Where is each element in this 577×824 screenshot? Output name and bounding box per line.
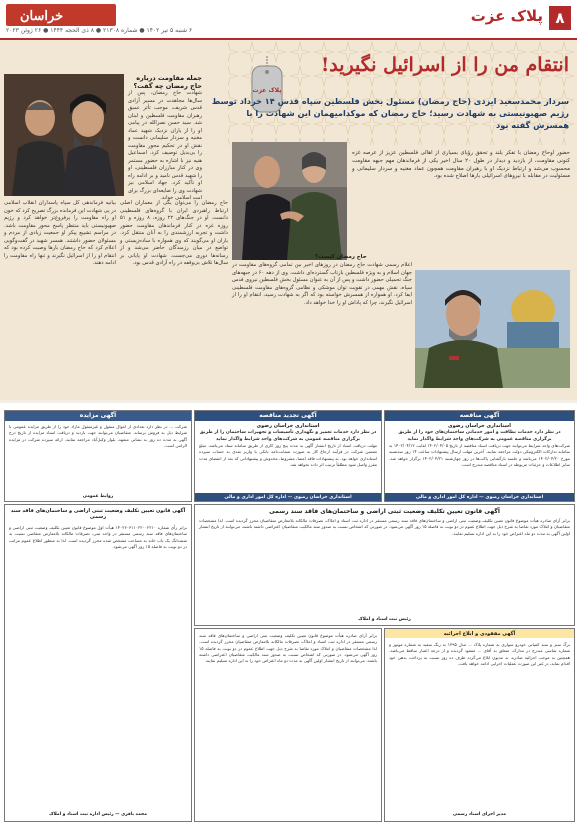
- ad-auction-body: شرکت ... در نظر دارد تعدادی از اموال منقول و غیرمنقول مازاد خود را از طریق مزایده عمومی با شرایط ذیل به فروش برساند. متقاضیان می‌توانند جهت بازدید و دریافت اسناد مزایده از تاریخ درج آگهی به مدت ده روز به نشانی مشهد، بلوار وکیل‌آباد مراجعه نمایند. ارائه سپرده شرکت در مزایده الزامی است.: [9, 424, 187, 448]
- masthead: [0, 0, 577, 40]
- newspaper-logo: [6, 4, 116, 26]
- ad-retender-body: مهلت دریافت اسناد از تاریخ انتشار آگهی به مدت پنج روز کاری از طریق سامانه ستاد می‌باشد. مبلغ تضمین شرکت در فرآیند ارجاع کار به صورت ضمانت‌نامه بانکی یا واریز نقدی به حساب سپرده استانداری خواهد بود. به پیشنهادات فاقد امضا، مشروط، مخدوش و پیشنهاداتی که بعد از انقضای مدت مقرر واصل شود مطلقاً ترتیب اثر داده نخواهد شد.: [199, 443, 377, 467]
- ad-tender-signature: استانداری خراسان رضوی — اداره کل امور اداری و مالی: [415, 495, 544, 500]
- ad-retender-subtitle: استانداری خراسان رضوی: [256, 423, 320, 429]
- notice-left: [4, 504, 192, 822]
- notice-left-body: برابر رأی شماره ۱۴۰۲۶۰۳۱۱۰۲۲۰۰۲۲۱۰ هیأت اول موضوع قانون تعیین تکلیف وضعیت ثبتی اراضی و ساختمان‌های فاقد سند رسمی مستقر در واحد ثبتی، تصرفات مالکانه بلامعارض متقاضی نسبت به ششدانگ یک باب خانه به مساحت مشخص شده محرز گردیده است. لذا به منظور اطلاع عموم مراتب در دو نوبت به فاصله ۱۵ روز آگهی می‌شود.: [9, 525, 187, 549]
- logo-text: خراسان: [20, 9, 64, 24]
- ad-retender-title: آگهی تجدید مناقصه: [259, 412, 317, 419]
- leaders-photo: [4, 74, 124, 196]
- page-number: ۸: [549, 6, 571, 30]
- notice-left-signature: محمد باقری — رئیس اداره ثبت اسناد و املاک: [49, 812, 147, 817]
- date-line: ۶ شنبه ۵ تیر ۱۴۰۲ ● شماره ۲۱۳۰۸ ● ۸ ذی الحجه ۱۴۴۴ ● ۲۶ ژوئن ۲۰۲۳: [6, 27, 193, 34]
- column-left-text: بیانیه فرماندهی کل سپاه پاسداران انقلاب اسلامی در پی شهادت این فرمانده بزرگ تصریح کرد که خون او راه مقاومت را پرفروغ‌تر خواهد کرد و رژیم صهیونیستی باید منتظر پاسخ محور مقاومت باشد. در مراسم تشییع پیکر او جمعیت زیادی از مردم و مسئولان حضور داشتند. همسر شهید در گفت‌وگویی اعلام کرد که حاج رمضان بارها وصیت کرده بود که انتقام او را از اسرائیل نگیرند و تنها راه مقاومت را ادامه دهند.: [4, 200, 116, 267]
- body-text: اعلام رسمی شهادت حاج رمضان در روزهای اخیر بین تمامی گروه‌های مقاومت در جهان اسلام و به ویژه فلسطین بازتاب گسترده‌ای داشت. وی از دهه ۶۰ در جبهه‌های جنگ تحمیلی حضور داشت و پس از آن به عنوان مسئول بخش فلسطین نیروی قدس سپاه، نقش مهمی در تقویت توان موشکی و نظامی گروه‌های مقاومت فلسطینی ایفا کرد. او همواره از همسرش خواسته بود که اگر به شهادت رسید، انتقام او را از اسرائیل نگیرند، چرا که پاداش او را خدا خواهد داد.: [232, 262, 412, 306]
- ad-retender-signature: استانداری خراسان رضوی — اداره کل امور اداری و مالی: [224, 495, 352, 500]
- ad-tender-body: شرکت‌های واجد شرایط می‌توانند جهت دریافت اسناد مناقصه از تاریخ ۱۴۰۲/۰۴/۰۵ لغایت ۱۴۰۲/۰۴/۱۲ به سامانه تدارکات الکترونیکی دولت مراجعه نمایند. آخرین مهلت ارسال پیشنهادات ساعت ۱۴ روز سه‌شنبه مورخ ۱۴۰۲/۰۴/۲۰ می‌باشد و جلسه بازگشایی پاکت‌ها در روز چهارشنبه ۱۴۰۲/۰۴/۲۱ برگزار خواهد شد. سایر اطلاعات و جزئیات مربوطه در اسناد مناقصه مندرج است.: [389, 443, 571, 467]
- notice-left-title: آگهی قانون تعیین تکلیف وضعیت ثبتی اراضی و ساختمان‌های فاقد سند رسمی: [10, 508, 186, 520]
- handshake-photo: [232, 142, 347, 260]
- notice-middle-body: برابر آرای صادره هیأت موضوع قانون تعیین تکلیف وضعیت ثبتی اراضی و ساختمان‌های فاقد سند رسمی مستقر در اداره ثبت اسناد و املاک، تصرفات مالکانه بلامعارض متقاضیان محرز گردیده است. لذا مشخصات متقاضیان و املاک مورد تقاضا به شرح ذیل جهت اطلاع عموم در دو نوبت به فاصله ۱۵ روز آگهی می‌شود. در صورتی که اشخاص نسبت به صدور سند مالکیت متقاضیان اعتراضی داشته باشند، می‌توانند از تاریخ انتشار اولین آگهی به مدت دو ماه اعتراض خود را به این اداره تسلیم نمایند.: [199, 633, 377, 664]
- notice-main: [194, 504, 575, 626]
- section-title: پلاک عزت: [470, 7, 543, 25]
- ad-auction-title: آگهی مزایده: [79, 412, 117, 419]
- subhead: حاج رمضان کیست؟: [315, 254, 367, 260]
- notice-right: [384, 628, 575, 822]
- sidebar-heading: جمله مقاومت درباره حاج رمضان چه گفت؟: [133, 74, 202, 91]
- notice-right-signature: مدیر اجرای اسناد رسمی: [453, 812, 506, 817]
- notice-middle: [194, 628, 382, 822]
- notice-main-body: برابر آرای صادره هیأت موضوع قانون تعیین تکلیف وضعیت ثبتی اراضی و ساختمان‌های فاقد سند رسمی مستقر در اداره ثبت اسناد و املاک، تصرفات مالکانه بلامعارض متقاضیان محرز گردیده است. لذا مشخصات متقاضیان و املاک مورد تقاضا به شرح ذیل جهت اطلاع عموم در دو نوبت به فاصله ۱۵ روز آگهی می‌شود. در صورتی که اشخاص نسبت به صدور سند مالکیت متقاضیان اعتراضی داشته باشند، می‌توانند از تاریخ انتشار اولین آگهی به مدت دو ماه اعتراض خود را به این اداره تسلیم نمایند.: [199, 518, 570, 536]
- ad-tender-subtitle: استانداری خراسان رضوی: [448, 423, 511, 429]
- sidebar-text: شهادت حاج رمضان، پس از سال‌ها مجاهدت در مسیر آزادی قدس شریف، موجب تأثر عمیق رهبران مقاومت فلسطین و لبنان شد. سید حسن نصرالله در پیامی او را از یاران نزدیک شهید عماد مغنیه و سردار سلیمانی دانست و نقش او در تحکیم محور مقاومت را بی‌بدیل توصیف کرد. اسماعیل هنیه نیز با اشاره به حضور مستمر وی در کنار مبارزان فلسطینی، او را شهید قدس نامید و بر ادامه راه او تأکید کرد. جهاد اسلامی نیز شهادت وی را ضایعه‌ای بزرگ برای امت اسلامی خواند.: [128, 90, 202, 202]
- column-mid-text: حاج رمضان را می‌توان یکی از معماران اصلی ارتباط راهبردی ایران با گروه‌های فلسطینی دانست. او در جنگ‌های ۲۲ روزه، ۸ روزه و ۵۱ روزه غزه در کنار فرماندهان مقاومت حضور داشت و تجربه ارزشمندی را به آنان منتقل کرد. یاران او می‌گویند که وی همواره با ساده‌زیستی و تواضع در میان رزمندگان حاضر می‌شد و از رسانه‌ها دوری می‌جست. شهادت او پایانی بر سال‌ها تلاش بی‌وقفه در راه آزادی قدس بود.: [120, 200, 228, 267]
- notice-main-title: آگهی قانون تعیین تکلیف وضعیت ثبتی اراضی و ساختمان‌های فاقد سند رسمی: [269, 508, 500, 515]
- ad-retender-headline: در نظر دارد خدمات تعمیر و نگهداری تأسیسات و تجهیزات ساختمان را از طریق برگزاری مناقصه عمومی به شرکت‌های واجد شرایط واگذار نماید: [199, 430, 377, 442]
- notice-right-body: برگ سبز و سند کمپانی خودرو سواری به شماره پلاک ... مدل ۱۳۹۵ به رنگ سفید به شماره موتور و شماره شاسی مندرج در مدارک، متعلق به آقای ... مفقود گردیده و از درجه اعتبار ساقط می‌باشد. همچنین به موجب اجرائیه صادره، به مدیون ابلاغ می‌گردد ظرف ده روز نسبت به پرداخت بدهی خود اقدام نماید، در غیر این صورت عملیات اجرایی ادامه خواهد یافت.: [389, 642, 570, 666]
- commander-photo: [415, 270, 570, 388]
- dogtag-label: پلاک عزت: [252, 87, 282, 94]
- notice-right-title: آگهی مفقودی و ابلاغ اجرائیه: [443, 631, 516, 637]
- ad-retender: [194, 410, 382, 502]
- lead-text: حضور اوحاج رمضان با تفکر بلند و تحقق رؤیای بسیاری از اهالی فلسطین عزیز از عرصه غزه کنونی مقاومت، از بازدید و دیدار در طول ۲۰ سال اخیر یکی از فرماندهان مهم جبهه مقاومت محسوب می‌شد و ارتباط نزدیک او با رهبران مقاومت همچون عماد مغنیه و سردار سلیمانی و مسئولیت در مقابله با نیروهای اسرائیلی بارها اصلاح شده بود.: [352, 150, 570, 180]
- ad-auction: [4, 410, 192, 502]
- ad-auction-signature: روابط عمومی: [82, 494, 114, 499]
- feature-deck: سردار محمدسعید ایزدی (حاج رمضان) مسئول بخش فلسطین سپاه قدس ۱۴ خرداد توسط رژیم صهیونیستی به شهادت رسید؛ حاج رمضان که موکدامیهمان این شهادت را با همسرش گفته بود: [211, 96, 569, 130]
- ad-tender: [384, 410, 575, 502]
- ad-tender-title: آگهی مناقصه: [459, 412, 500, 419]
- feature-headline: انتقام من را از اسرائیل نگیرید!: [320, 54, 569, 76]
- notice-main-signature: رئیس ثبت اسناد و املاک: [358, 617, 411, 622]
- ad-tender-headline: در نظر دارد خدمات نظافت و امور خدماتی ساختمان‌های خود را از طریق برگزاری مناقصه عمومی به شرکت‌های واجد شرایط واگذار نماید: [398, 430, 561, 442]
